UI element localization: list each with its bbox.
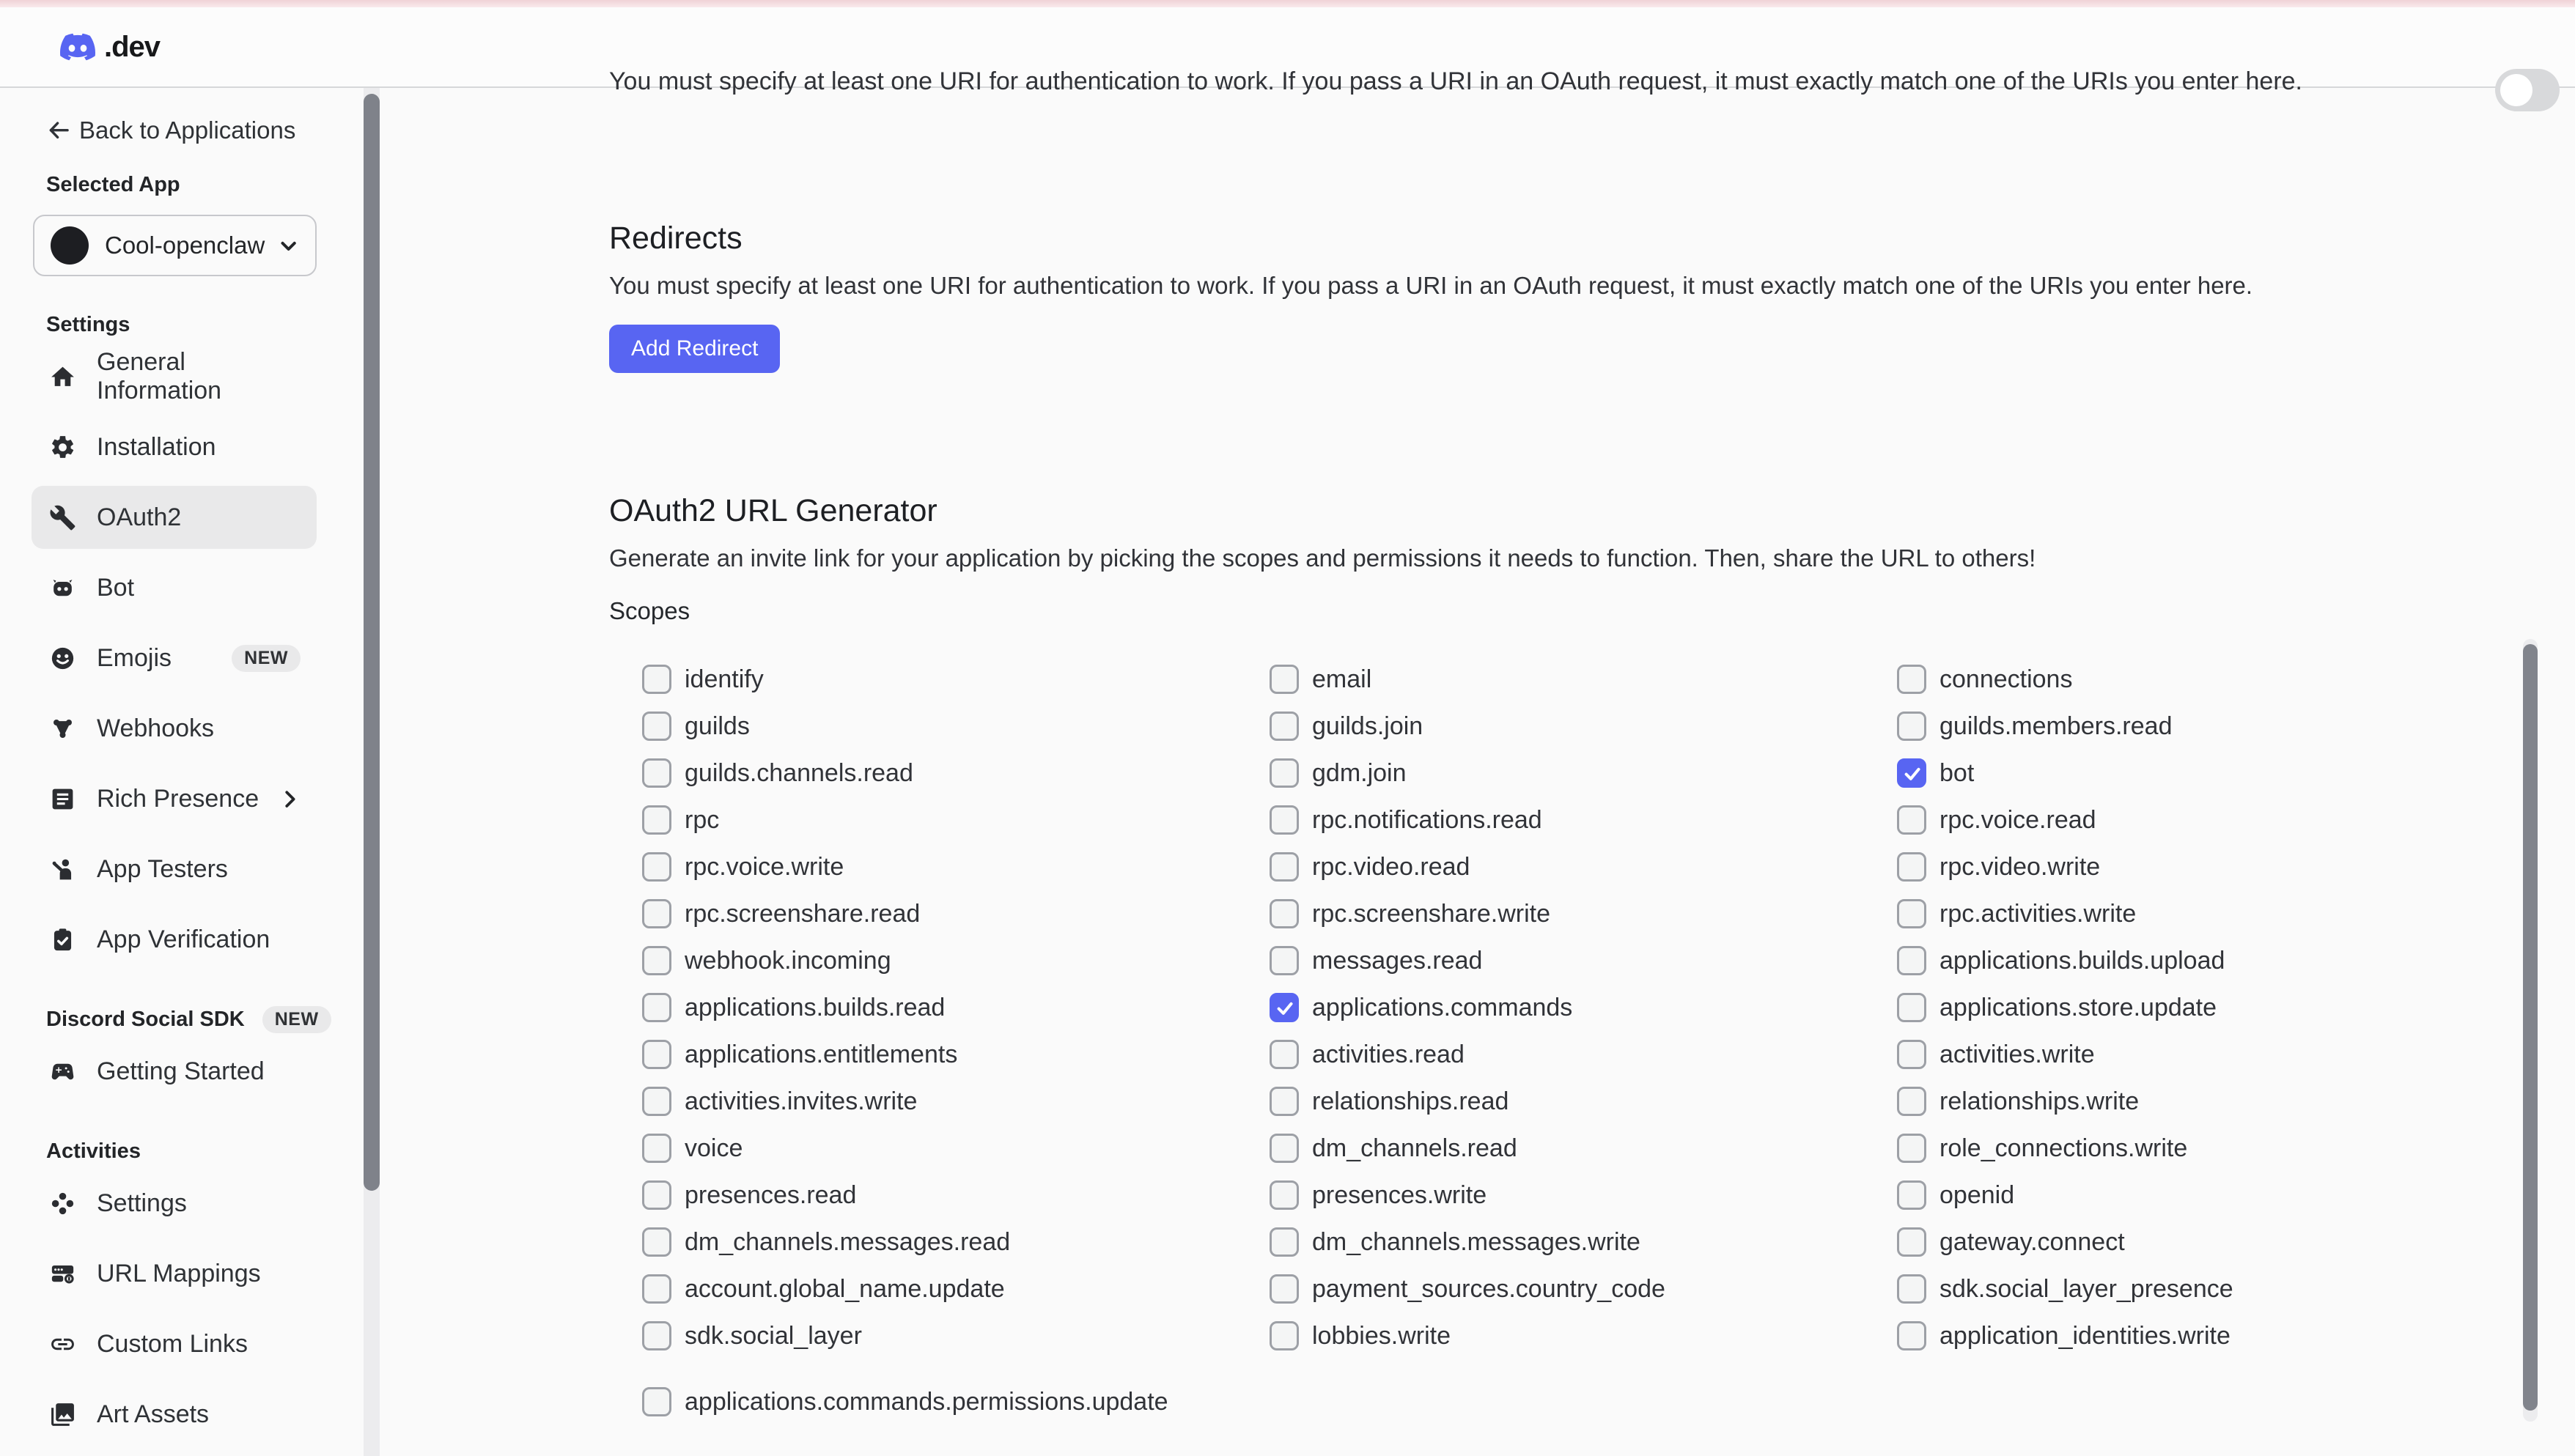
sidebar-scrollbar-thumb[interactable] bbox=[364, 94, 380, 1191]
scope-rpc-activities-write bbox=[1897, 899, 2233, 928]
redirects-description: You must specify at least one URI for authentication to work. If you pass a URI in an OAuth request, it must exactly match one of the URIs you enter here. bbox=[609, 272, 2253, 299]
sidebar-item-label: App Verification bbox=[97, 925, 270, 953]
scope-label[interactable]: rpc.voice.read bbox=[1939, 805, 2096, 834]
scope-connections bbox=[1897, 665, 2233, 694]
redirects-title: Redirects bbox=[609, 221, 743, 256]
scope-application-identities-write bbox=[1897, 1321, 2233, 1350]
sidebar-section-title: Settings bbox=[46, 312, 130, 336]
scope-label[interactable]: payment_sources.country_code bbox=[1312, 1274, 1665, 1303]
sidebar-section-header-discord-social-sdk bbox=[46, 1006, 364, 1032]
scope-rpc-video-read bbox=[1270, 852, 1897, 882]
sidebar-item-url-mappings[interactable] bbox=[32, 1242, 317, 1305]
clipped-paragraph: You must specify at least one URI for authentication to work. If you pass a URI in an OAuth request, it must exactly match one of the URIs you enter here. bbox=[609, 67, 2303, 95]
generator-description: Generate an invite link for your application by picking the scopes and permissions it needs to function. Then, share the URL to others! bbox=[609, 544, 2036, 572]
sidebar-item-getting-started[interactable] bbox=[32, 1040, 317, 1103]
scope-relationships-write bbox=[1897, 1087, 2233, 1116]
new-badge: NEW bbox=[262, 1006, 331, 1033]
scope-label[interactable]: dm_channels.messages.read bbox=[685, 1227, 1011, 1256]
scope-label[interactable]: application_identities.write bbox=[1939, 1321, 2230, 1350]
checkbox-rpc-notifications-read[interactable] bbox=[1270, 805, 1299, 835]
scope-label[interactable]: presences.read bbox=[685, 1180, 857, 1209]
sidebar-nav bbox=[0, 311, 381, 1446]
scope-label[interactable]: rpc.activities.write bbox=[1939, 899, 2137, 928]
sidebar bbox=[0, 88, 381, 1456]
chevron-right-icon bbox=[279, 788, 301, 810]
scope-activities-read bbox=[1270, 1040, 1897, 1069]
checkbox-rpc-voice-read[interactable] bbox=[1897, 805, 1926, 835]
checkbox-applications-store-update[interactable] bbox=[1897, 993, 1926, 1022]
checkbox-application-identities-write[interactable] bbox=[1897, 1321, 1926, 1350]
discord-dev-logo[interactable] bbox=[55, 29, 160, 64]
browser-link-icon bbox=[46, 1257, 78, 1290]
scope-label[interactable]: identify bbox=[685, 665, 764, 693]
sidebar-item-label: Art Assets bbox=[97, 1400, 210, 1428]
app-avatar bbox=[51, 226, 89, 265]
scope-label[interactable]: guilds bbox=[685, 712, 750, 740]
scope-bot bbox=[1897, 758, 2233, 788]
scope-label[interactable]: rpc.notifications.read bbox=[1312, 805, 1542, 834]
scope-rpc-video-write bbox=[1897, 852, 2233, 882]
checkbox-rpc[interactable] bbox=[642, 805, 671, 835]
checkbox-gdm-join[interactable] bbox=[1270, 758, 1299, 788]
checkbox-rpc-activities-write[interactable] bbox=[1897, 899, 1926, 928]
scope-guilds-members-read bbox=[1897, 712, 2233, 741]
scope-sdk-social-layer-presence bbox=[1897, 1274, 2233, 1304]
checkbox-applications-entitlements[interactable] bbox=[642, 1040, 671, 1069]
scope-label[interactable]: relationships.write bbox=[1939, 1087, 2140, 1115]
sidebar-item-label: App Testers bbox=[97, 854, 228, 883]
scope-label[interactable]: openid bbox=[1939, 1180, 2015, 1209]
checkbox-presences-read[interactable] bbox=[642, 1180, 671, 1210]
sidebar-section-title: Discord Social SDK bbox=[46, 1007, 245, 1031]
sidebar-item-label: Getting Started bbox=[97, 1057, 265, 1085]
person-wave-icon bbox=[46, 853, 78, 885]
scope-webhook-incoming bbox=[642, 946, 1270, 975]
sidebar-scrollbar[interactable] bbox=[364, 88, 380, 1456]
scope-label[interactable]: connections bbox=[1939, 665, 2073, 693]
checkbox-account-global-name-update[interactable] bbox=[642, 1274, 671, 1304]
scope-presences-write bbox=[1270, 1180, 1897, 1210]
scopes-column-1 bbox=[642, 665, 1270, 1368]
checkbox-payment-sources-country-code[interactable] bbox=[1270, 1274, 1299, 1304]
sidebar-item-app-verification[interactable] bbox=[32, 908, 317, 971]
scope-label[interactable]: lobbies.write bbox=[1312, 1321, 1451, 1350]
checkbox-activities-read[interactable] bbox=[1270, 1040, 1299, 1069]
scope-label[interactable]: relationships.read bbox=[1312, 1087, 1509, 1115]
gamepad-icon bbox=[46, 1055, 78, 1087]
sidebar-item-settings[interactable] bbox=[32, 1172, 317, 1235]
selected-app-name: Cool-openclaw bbox=[105, 232, 265, 259]
scope-label[interactable]: guilds.channels.read bbox=[685, 758, 913, 787]
scope-label[interactable]: gdm.join bbox=[1312, 758, 1407, 787]
scope-label[interactable]: activities.read bbox=[1312, 1040, 1465, 1068]
scope-payment-sources-country-code bbox=[1270, 1274, 1897, 1304]
checkbox-identify[interactable] bbox=[642, 665, 671, 694]
scope-label[interactable]: rpc.video.write bbox=[1939, 852, 2101, 881]
sidebar-section-header-activities bbox=[46, 1138, 364, 1164]
sidebar-item-bot[interactable] bbox=[32, 556, 317, 619]
checkbox-role-connections-write[interactable] bbox=[1897, 1134, 1926, 1163]
sidebar-item-emojis[interactable] bbox=[32, 627, 317, 690]
checkbox-activities-write[interactable] bbox=[1897, 1040, 1926, 1069]
checkbox-guilds-join[interactable] bbox=[1270, 712, 1299, 741]
scope-label[interactable]: messages.read bbox=[1312, 946, 1483, 975]
scope-openid bbox=[1897, 1180, 2233, 1210]
scope-applications-entitlements bbox=[642, 1040, 1270, 1069]
back-to-applications-link[interactable] bbox=[46, 116, 381, 145]
scope-messages-read bbox=[1270, 946, 1897, 975]
scope-label[interactable]: dm_channels.read bbox=[1312, 1134, 1517, 1162]
checkbox-lobbies-write[interactable] bbox=[1270, 1321, 1299, 1350]
scope-applications-builds-read bbox=[642, 993, 1270, 1022]
scope-guilds-join bbox=[1270, 712, 1897, 741]
sidebar-item-webhooks[interactable] bbox=[32, 697, 317, 760]
webhook-icon bbox=[46, 712, 78, 744]
scope-relationships-read bbox=[1270, 1087, 1897, 1116]
scopes-extra-row bbox=[609, 1387, 2575, 1416]
app-selector-dropdown[interactable] bbox=[33, 215, 317, 276]
checkbox-dm-channels-read[interactable] bbox=[1270, 1134, 1299, 1163]
sidebar-item-label: Bot bbox=[97, 573, 135, 602]
sidebar-item-label: General Information bbox=[97, 348, 222, 404]
scope-rpc-notifications-read bbox=[1270, 805, 1897, 835]
scope-rpc-voice-read bbox=[1897, 805, 2233, 835]
scopes-grid bbox=[642, 665, 2575, 1368]
scope-gdm-join bbox=[1270, 758, 1897, 788]
scope-label[interactable]: rpc bbox=[685, 805, 720, 834]
scope-label[interactable]: applications.entitlements bbox=[685, 1040, 958, 1068]
toggle-knob bbox=[2500, 74, 2532, 106]
scope-label[interactable]: rpc.screenshare.read bbox=[685, 899, 921, 928]
oauth2-page-body bbox=[381, 220, 2575, 1416]
smiley-icon bbox=[46, 642, 78, 674]
scope-label[interactable]: activities.write bbox=[1939, 1040, 2095, 1068]
scope-dm-channels-read bbox=[1270, 1134, 1897, 1163]
top-accent-strip bbox=[0, 0, 2575, 7]
checkbox-activities-invites-write[interactable] bbox=[642, 1087, 671, 1116]
scopes-column-2 bbox=[1270, 665, 1897, 1368]
scope-identify bbox=[642, 665, 1270, 694]
chevron-down-icon bbox=[277, 234, 299, 256]
document-icon bbox=[46, 783, 78, 815]
scopes-column-3 bbox=[1897, 665, 2233, 1368]
scope-rpc-screenshare-read bbox=[642, 899, 1270, 928]
scope-label[interactable]: rpc.screenshare.write bbox=[1312, 899, 1551, 928]
scope-label[interactable]: account.global_name.update bbox=[685, 1274, 1005, 1303]
scope-applications-builds-upload bbox=[1897, 946, 2233, 975]
sidebar-item-label: Webhooks bbox=[97, 714, 215, 742]
sidebar-item-custom-links[interactable] bbox=[32, 1312, 317, 1375]
sidebar-item-label: OAuth2 bbox=[97, 503, 182, 531]
scopes-scrollbar-thumb[interactable] bbox=[2523, 644, 2538, 1411]
scopes-scrollbar[interactable] bbox=[2523, 639, 2538, 1422]
scope-label[interactable]: sdk.social_layer bbox=[685, 1321, 862, 1350]
add-redirect-button[interactable]: Add Redirect bbox=[609, 325, 780, 373]
dpad-icon bbox=[46, 1187, 78, 1219]
home-icon bbox=[46, 361, 78, 393]
wrench-icon bbox=[46, 501, 78, 533]
scope-lobbies-write bbox=[1270, 1321, 1897, 1350]
scope-rpc bbox=[642, 805, 1270, 835]
checkbox-messages-read[interactable] bbox=[1270, 946, 1299, 975]
scope-label[interactable]: gateway.connect bbox=[1939, 1227, 2125, 1256]
sidebar-item-label: Custom Links bbox=[97, 1329, 248, 1358]
scope-guilds bbox=[642, 712, 1270, 741]
scope-label[interactable]: voice bbox=[685, 1134, 743, 1162]
sidebar-section-header-settings bbox=[46, 311, 364, 338]
checkbox-presences-write[interactable] bbox=[1270, 1180, 1299, 1210]
scope-rpc-screenshare-write bbox=[1270, 899, 1897, 928]
checkbox-bot[interactable] bbox=[1897, 758, 1926, 788]
scope-label[interactable]: applications.builds.upload bbox=[1939, 946, 2225, 975]
checkbox-webhook-incoming[interactable] bbox=[642, 946, 671, 975]
checkbox-connections[interactable] bbox=[1897, 665, 1926, 694]
scope-label[interactable]: dm_channels.messages.write bbox=[1312, 1227, 1640, 1256]
scope-label[interactable]: applications.commands bbox=[1312, 993, 1573, 1021]
scope-dm-channels-messages-read bbox=[642, 1227, 1270, 1257]
scope-sdk-social-layer bbox=[642, 1321, 1270, 1350]
scope-label[interactable]: webhook.incoming bbox=[685, 946, 891, 975]
toggle-switch[interactable] bbox=[2495, 69, 2560, 111]
checkbox-rpc-screenshare-write[interactable] bbox=[1270, 899, 1299, 928]
checkbox-guilds[interactable] bbox=[642, 712, 671, 741]
sidebar-item-art-assets[interactable] bbox=[32, 1383, 317, 1446]
scope-applications-commands-permissions-update bbox=[642, 1387, 2575, 1416]
link-icon bbox=[46, 1328, 78, 1360]
scope-rpc-voice-write bbox=[642, 852, 1270, 882]
scope-label[interactable]: presences.write bbox=[1312, 1180, 1487, 1209]
clipboard-check-icon bbox=[46, 923, 78, 956]
scope-guilds-channels-read bbox=[642, 758, 1270, 788]
sidebar-item-label: Rich Presence bbox=[97, 784, 259, 813]
checkbox-relationships-read[interactable] bbox=[1270, 1087, 1299, 1116]
oauth2-url-generator-title: OAuth2 URL Generator bbox=[609, 493, 937, 528]
sidebar-section-title: Activities bbox=[46, 1139, 141, 1163]
checkbox-applications-commands[interactable] bbox=[1270, 993, 1299, 1022]
scope-label[interactable]: bot bbox=[1939, 758, 1975, 787]
checkbox-voice[interactable] bbox=[642, 1134, 671, 1163]
sidebar-item-general-information[interactable] bbox=[32, 345, 317, 408]
scope-label[interactable]: guilds.join bbox=[1312, 712, 1423, 740]
checkbox-guilds-channels-read[interactable] bbox=[642, 758, 671, 788]
sidebar-item-app-testers[interactable] bbox=[32, 838, 317, 901]
scope-account-global-name-update bbox=[642, 1274, 1270, 1304]
selected-app-label: Selected App bbox=[46, 173, 180, 196]
checkbox-openid[interactable] bbox=[1897, 1180, 1926, 1210]
scope-voice bbox=[642, 1134, 1270, 1163]
scope-label[interactable]: sdk.social_layer_presence bbox=[1939, 1274, 2233, 1303]
scope-presences-read bbox=[642, 1180, 1270, 1210]
sidebar-item-oauth2[interactable] bbox=[32, 486, 317, 549]
scope-role-connections-write bbox=[1897, 1134, 2233, 1163]
checkbox-guilds-members-read[interactable] bbox=[1897, 712, 1926, 741]
back-link-label: Back to Applications bbox=[79, 117, 296, 144]
checkbox-email[interactable] bbox=[1270, 665, 1299, 694]
scope-applications-commands bbox=[1270, 993, 1897, 1022]
sidebar-item-label: Emojis bbox=[97, 643, 172, 672]
scope-label[interactable]: email bbox=[1312, 665, 1372, 693]
checkbox-sdk-social-layer[interactable] bbox=[642, 1321, 671, 1350]
main-content bbox=[381, 67, 2575, 1456]
checkbox-dm-channels-messages-write[interactable] bbox=[1270, 1227, 1299, 1257]
checkbox-gateway-connect[interactable] bbox=[1897, 1227, 1926, 1257]
checkbox-relationships-write[interactable] bbox=[1897, 1087, 1926, 1116]
scope-activities-write bbox=[1897, 1040, 2233, 1069]
scope-applications-store-update bbox=[1897, 993, 2233, 1022]
sidebar-item-installation[interactable] bbox=[32, 415, 317, 478]
checkbox-rpc-video-read[interactable] bbox=[1270, 852, 1299, 882]
checkbox-applications-builds-read[interactable] bbox=[642, 993, 671, 1022]
discord-logo-icon bbox=[55, 29, 100, 64]
scope-label[interactable]: guilds.members.read bbox=[1939, 712, 2173, 740]
image-icon bbox=[46, 1398, 78, 1430]
checkbox-applications-builds-upload[interactable] bbox=[1897, 946, 1926, 975]
checkbox-applications-commands-permissions-update[interactable] bbox=[642, 1387, 671, 1416]
back-arrow-icon bbox=[46, 118, 71, 143]
scope-label[interactable]: activities.invites.write bbox=[685, 1087, 918, 1115]
checkbox-rpc-video-write[interactable] bbox=[1897, 852, 1926, 882]
scope-gateway-connect bbox=[1897, 1227, 2233, 1257]
scopes-label: Scopes bbox=[609, 597, 690, 624]
scope-label[interactable]: applications.builds.read bbox=[685, 993, 946, 1021]
checkbox-rpc-voice-write[interactable] bbox=[642, 852, 671, 882]
scope-label[interactable]: role_connections.write bbox=[1939, 1134, 2188, 1162]
new-badge: NEW bbox=[232, 645, 301, 672]
sidebar-item-label: URL Mappings bbox=[97, 1259, 261, 1287]
sidebar-item-rich-presence[interactable] bbox=[32, 767, 317, 830]
checkbox-sdk-social-layer-presence[interactable] bbox=[1897, 1274, 1926, 1304]
scope-email bbox=[1270, 665, 1897, 694]
scope-label[interactable]: applications.commands.permissions.update bbox=[685, 1387, 1168, 1416]
logo-text: .dev bbox=[104, 30, 161, 63]
scope-label[interactable]: applications.store.update bbox=[1939, 993, 2217, 1021]
gear-icon bbox=[46, 431, 78, 463]
scope-label[interactable]: rpc.voice.write bbox=[685, 852, 844, 881]
checkbox-rpc-screenshare-read[interactable] bbox=[642, 899, 671, 928]
scope-label[interactable]: rpc.video.read bbox=[1312, 852, 1470, 881]
sidebar-item-label: Settings bbox=[97, 1189, 187, 1217]
checkbox-dm-channels-messages-read[interactable] bbox=[642, 1227, 671, 1257]
sidebar-item-label: Installation bbox=[97, 432, 216, 461]
robot-icon bbox=[46, 572, 78, 604]
scope-dm-channels-messages-write bbox=[1270, 1227, 1897, 1257]
scope-activities-invites-write bbox=[642, 1087, 1270, 1116]
